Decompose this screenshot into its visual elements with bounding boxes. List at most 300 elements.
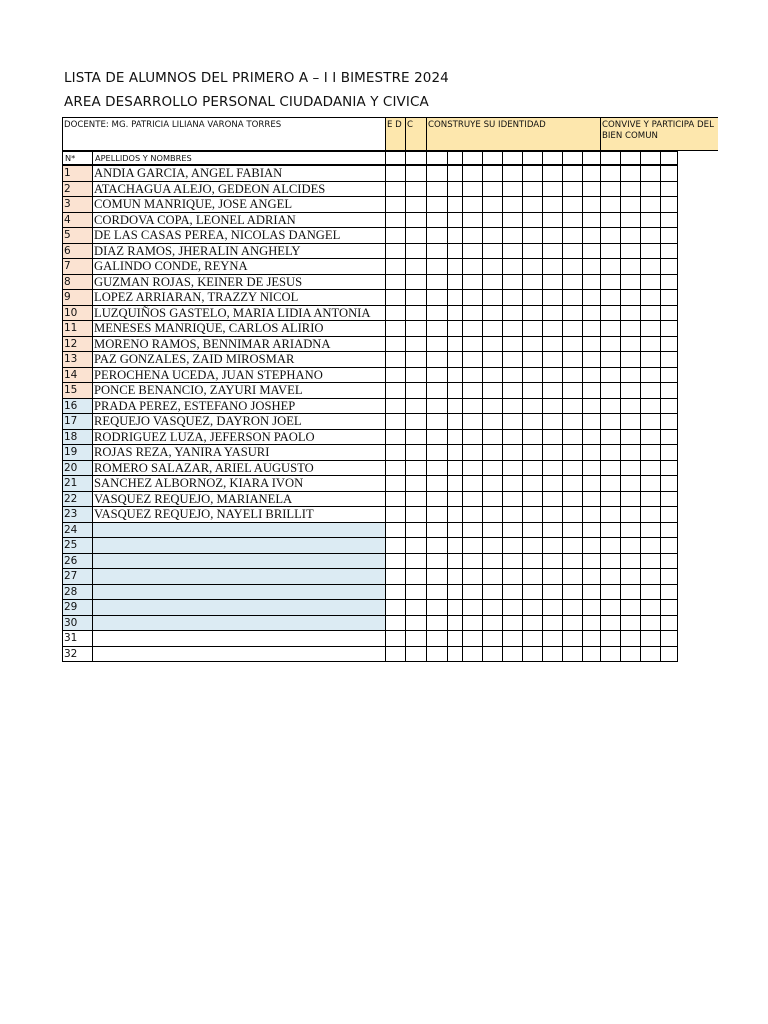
grade-cell[interactable] (482, 537, 503, 554)
grade-cell[interactable] (640, 475, 661, 492)
grade-cell[interactable] (660, 227, 678, 244)
grade-cell[interactable] (385, 413, 406, 430)
grade-cell[interactable] (600, 537, 621, 554)
grade-cell[interactable] (482, 274, 503, 291)
grade-cell[interactable] (462, 537, 483, 554)
grade-cell[interactable] (542, 274, 563, 291)
grade-cell[interactable] (502, 351, 523, 368)
grade-cell[interactable] (660, 305, 678, 322)
grade-cell[interactable] (447, 599, 463, 616)
grade-cell[interactable] (462, 181, 483, 198)
grade-cell[interactable] (542, 444, 563, 461)
grade-cell[interactable] (462, 460, 483, 477)
grade-cell[interactable] (426, 444, 448, 461)
grade-cell[interactable] (640, 243, 661, 260)
grade-cell[interactable] (462, 382, 483, 399)
grade-cell[interactable] (502, 212, 523, 229)
student-name[interactable] (92, 646, 386, 663)
grade-cell[interactable] (426, 475, 448, 492)
grade-cell[interactable] (522, 305, 543, 322)
grade-cell[interactable] (522, 212, 543, 229)
grade-cell[interactable] (660, 646, 678, 663)
grade-cell[interactable] (385, 429, 406, 446)
grade-cell[interactable] (385, 460, 406, 477)
student-name[interactable]: PAZ GONZALES, ZAID MIROSMAR (92, 351, 386, 368)
grade-cell[interactable] (582, 460, 601, 477)
grade-cell[interactable] (502, 537, 523, 554)
grade-cell[interactable] (660, 367, 678, 384)
grade-cell[interactable] (462, 646, 483, 663)
grade-cell[interactable] (660, 537, 678, 554)
grade-cell[interactable] (542, 460, 563, 477)
grade-cell[interactable] (482, 289, 503, 306)
grade-cell[interactable] (447, 646, 463, 663)
grade-cell[interactable] (426, 584, 448, 601)
grade-cell[interactable] (582, 212, 601, 229)
grade-cell[interactable] (660, 444, 678, 461)
grade-cell[interactable] (640, 320, 661, 337)
grade-cell[interactable] (600, 599, 621, 616)
grade-cell[interactable] (522, 537, 543, 554)
grade-cell[interactable] (640, 599, 661, 616)
grade-cell[interactable] (482, 382, 503, 399)
grade-cell[interactable] (462, 413, 483, 430)
grade-cell[interactable] (462, 165, 483, 182)
grade-cell[interactable] (600, 336, 621, 353)
grade-cell[interactable] (640, 212, 661, 229)
student-name[interactable] (92, 584, 386, 601)
grade-cell[interactable] (620, 367, 641, 384)
student-name[interactable]: LUZQUIÑOS GASTELO, MARIA LIDIA ANTONIA (92, 305, 386, 322)
grade-cell[interactable] (562, 429, 583, 446)
grade-cell[interactable] (562, 646, 583, 663)
grade-cell[interactable] (502, 584, 523, 601)
grade-cell[interactable] (640, 506, 661, 523)
grade-cell[interactable] (600, 475, 621, 492)
grade-cell[interactable] (620, 243, 641, 260)
grade-cell[interactable] (405, 522, 427, 539)
grade-cell[interactable] (522, 274, 543, 291)
grade-cell[interactable] (522, 584, 543, 601)
grade-cell[interactable] (482, 398, 503, 415)
grade-cell[interactable] (426, 522, 448, 539)
grade-cell[interactable] (600, 382, 621, 399)
grade-cell[interactable] (426, 351, 448, 368)
grade-cell[interactable] (522, 382, 543, 399)
student-name[interactable]: COMUN MANRIQUE, JOSE ANGEL (92, 196, 386, 213)
grade-cell[interactable] (600, 243, 621, 260)
grade-cell[interactable] (385, 491, 406, 508)
grade-cell[interactable] (502, 444, 523, 461)
grade-cell[interactable] (542, 258, 563, 275)
student-name[interactable]: PONCE BENANCIO, ZAYURI MAVEL (92, 382, 386, 399)
grade-cell[interactable] (426, 336, 448, 353)
grade-cell[interactable] (660, 522, 678, 539)
grade-cell[interactable] (562, 615, 583, 632)
grade-cell[interactable] (502, 181, 523, 198)
grade-cell[interactable] (405, 398, 427, 415)
grade-cell[interactable] (660, 553, 678, 570)
grade-cell[interactable] (600, 367, 621, 384)
grade-cell[interactable] (462, 630, 483, 647)
grade-cell[interactable] (405, 444, 427, 461)
grade-cell[interactable] (542, 413, 563, 430)
grade-cell[interactable] (385, 599, 406, 616)
grade-cell[interactable] (462, 289, 483, 306)
grade-cell[interactable] (405, 336, 427, 353)
grade-cell[interactable] (542, 305, 563, 322)
grade-cell[interactable] (405, 165, 427, 182)
student-name[interactable]: GALINDO CONDE, REYNA (92, 258, 386, 275)
grade-cell[interactable] (502, 630, 523, 647)
grade-cell[interactable] (582, 475, 601, 492)
grade-cell[interactable] (600, 568, 621, 585)
grade-cell[interactable] (522, 444, 543, 461)
grade-cell[interactable] (600, 491, 621, 508)
grade-cell[interactable] (405, 305, 427, 322)
grade-cell[interactable] (562, 258, 583, 275)
grade-cell[interactable] (640, 630, 661, 647)
grade-cell[interactable] (582, 491, 601, 508)
grade-cell[interactable] (502, 398, 523, 415)
grade-cell[interactable] (426, 506, 448, 523)
grade-cell[interactable] (447, 227, 463, 244)
grade-cell[interactable] (426, 429, 448, 446)
grade-cell[interactable] (582, 429, 601, 446)
grade-cell[interactable] (660, 398, 678, 415)
student-name[interactable] (92, 553, 386, 570)
grade-cell[interactable] (447, 274, 463, 291)
grade-cell[interactable] (640, 429, 661, 446)
grade-cell[interactable] (447, 398, 463, 415)
grade-cell[interactable] (620, 398, 641, 415)
grade-cell[interactable] (582, 320, 601, 337)
grade-cell[interactable] (660, 429, 678, 446)
grade-cell[interactable] (447, 615, 463, 632)
grade-cell[interactable] (582, 382, 601, 399)
grade-cell[interactable] (482, 243, 503, 260)
grade-cell[interactable] (385, 367, 406, 384)
grade-cell[interactable] (582, 584, 601, 601)
grade-cell[interactable] (562, 243, 583, 260)
grade-cell[interactable] (385, 568, 406, 585)
grade-cell[interactable] (582, 274, 601, 291)
grade-cell[interactable] (482, 444, 503, 461)
grade-cell[interactable] (447, 367, 463, 384)
grade-cell[interactable] (502, 599, 523, 616)
grade-cell[interactable] (405, 460, 427, 477)
grade-cell[interactable] (562, 444, 583, 461)
grade-cell[interactable] (447, 382, 463, 399)
grade-cell[interactable] (620, 382, 641, 399)
grade-cell[interactable] (426, 646, 448, 663)
grade-cell[interactable] (660, 165, 678, 182)
grade-cell[interactable] (447, 196, 463, 213)
grade-cell[interactable] (542, 522, 563, 539)
grade-cell[interactable] (426, 320, 448, 337)
grade-cell[interactable] (502, 413, 523, 430)
grade-cell[interactable] (502, 196, 523, 213)
grade-cell[interactable] (600, 646, 621, 663)
grade-cell[interactable] (447, 413, 463, 430)
grade-cell[interactable] (660, 584, 678, 601)
grade-cell[interactable] (482, 460, 503, 477)
grade-cell[interactable] (660, 212, 678, 229)
student-name[interactable]: DIAZ RAMOS, JHERALIN ANGHELY (92, 243, 386, 260)
grade-cell[interactable] (522, 599, 543, 616)
grade-cell[interactable] (542, 553, 563, 570)
grade-cell[interactable] (447, 320, 463, 337)
grade-cell[interactable] (620, 599, 641, 616)
grade-cell[interactable] (582, 196, 601, 213)
grade-cell[interactable] (542, 615, 563, 632)
grade-cell[interactable] (542, 243, 563, 260)
grade-cell[interactable] (385, 537, 406, 554)
student-name[interactable] (92, 615, 386, 632)
grade-cell[interactable] (582, 351, 601, 368)
grade-cell[interactable] (660, 630, 678, 647)
grade-cell[interactable] (462, 475, 483, 492)
grade-cell[interactable] (660, 491, 678, 508)
grade-cell[interactable] (640, 615, 661, 632)
grade-cell[interactable] (502, 460, 523, 477)
grade-cell[interactable] (447, 429, 463, 446)
grade-cell[interactable] (542, 506, 563, 523)
grade-cell[interactable] (447, 460, 463, 477)
grade-cell[interactable] (502, 367, 523, 384)
grade-cell[interactable] (600, 305, 621, 322)
grade-cell[interactable] (600, 553, 621, 570)
grade-cell[interactable] (426, 212, 448, 229)
grade-cell[interactable] (385, 289, 406, 306)
grade-cell[interactable] (462, 351, 483, 368)
grade-cell[interactable] (462, 491, 483, 508)
grade-cell[interactable] (620, 196, 641, 213)
grade-cell[interactable] (385, 320, 406, 337)
grade-cell[interactable] (600, 320, 621, 337)
grade-cell[interactable] (522, 165, 543, 182)
grade-cell[interactable] (426, 537, 448, 554)
grade-cell[interactable] (502, 568, 523, 585)
grade-cell[interactable] (482, 320, 503, 337)
grade-cell[interactable] (522, 568, 543, 585)
grade-cell[interactable] (660, 475, 678, 492)
student-name[interactable]: PRADA PEREZ, ESTEFANO JOSHEP (92, 398, 386, 415)
grade-cell[interactable] (562, 320, 583, 337)
grade-cell[interactable] (502, 615, 523, 632)
grade-cell[interactable] (385, 506, 406, 523)
student-name[interactable]: VASQUEZ REQUEJO, MARIANELA (92, 491, 386, 508)
grade-cell[interactable] (600, 460, 621, 477)
grade-cell[interactable] (502, 429, 523, 446)
grade-cell[interactable] (482, 584, 503, 601)
grade-cell[interactable] (600, 413, 621, 430)
student-name[interactable]: REQUEJO VASQUEZ, DAYRON JOEL (92, 413, 386, 430)
grade-cell[interactable] (502, 289, 523, 306)
grade-cell[interactable] (582, 336, 601, 353)
grade-cell[interactable] (542, 646, 563, 663)
grade-cell[interactable] (640, 522, 661, 539)
grade-cell[interactable] (385, 615, 406, 632)
grade-cell[interactable] (447, 351, 463, 368)
grade-cell[interactable] (542, 429, 563, 446)
grade-cell[interactable] (660, 196, 678, 213)
grade-cell[interactable] (462, 243, 483, 260)
grade-cell[interactable] (385, 630, 406, 647)
grade-cell[interactable] (522, 243, 543, 260)
grade-cell[interactable] (542, 336, 563, 353)
grade-cell[interactable] (522, 181, 543, 198)
grade-cell[interactable] (522, 491, 543, 508)
grade-cell[interactable] (522, 506, 543, 523)
grade-cell[interactable] (562, 382, 583, 399)
grade-cell[interactable] (502, 305, 523, 322)
student-name[interactable]: DE LAS CASAS PEREA, NICOLAS DANGEL (92, 227, 386, 244)
grade-cell[interactable] (640, 336, 661, 353)
grade-cell[interactable] (582, 506, 601, 523)
grade-cell[interactable] (600, 615, 621, 632)
grade-cell[interactable] (542, 568, 563, 585)
grade-cell[interactable] (600, 444, 621, 461)
grade-cell[interactable] (385, 351, 406, 368)
grade-cell[interactable] (600, 398, 621, 415)
grade-cell[interactable] (502, 382, 523, 399)
grade-cell[interactable] (482, 212, 503, 229)
grade-cell[interactable] (426, 258, 448, 275)
grade-cell[interactable] (522, 367, 543, 384)
grade-cell[interactable] (405, 258, 427, 275)
grade-cell[interactable] (562, 289, 583, 306)
grade-cell[interactable] (462, 429, 483, 446)
grade-cell[interactable] (447, 305, 463, 322)
grade-cell[interactable] (660, 615, 678, 632)
grade-cell[interactable] (660, 568, 678, 585)
grade-cell[interactable] (462, 553, 483, 570)
grade-cell[interactable] (582, 181, 601, 198)
grade-cell[interactable] (640, 382, 661, 399)
grade-cell[interactable] (405, 584, 427, 601)
grade-cell[interactable] (562, 522, 583, 539)
grade-cell[interactable] (620, 227, 641, 244)
grade-cell[interactable] (600, 289, 621, 306)
grade-cell[interactable] (562, 336, 583, 353)
grade-cell[interactable] (385, 398, 406, 415)
grade-cell[interactable] (620, 537, 641, 554)
grade-cell[interactable] (522, 615, 543, 632)
student-name[interactable] (92, 599, 386, 616)
grade-cell[interactable] (562, 305, 583, 322)
grade-cell[interactable] (660, 460, 678, 477)
grade-cell[interactable] (542, 196, 563, 213)
grade-cell[interactable] (502, 258, 523, 275)
grade-cell[interactable] (660, 274, 678, 291)
grade-cell[interactable] (620, 568, 641, 585)
grade-cell[interactable] (620, 646, 641, 663)
grade-cell[interactable] (582, 398, 601, 415)
grade-cell[interactable] (620, 181, 641, 198)
grade-cell[interactable] (426, 553, 448, 570)
grade-cell[interactable] (447, 630, 463, 647)
grade-cell[interactable] (562, 367, 583, 384)
grade-cell[interactable] (660, 320, 678, 337)
grade-cell[interactable] (502, 165, 523, 182)
grade-cell[interactable] (405, 491, 427, 508)
grade-cell[interactable] (502, 320, 523, 337)
grade-cell[interactable] (502, 646, 523, 663)
grade-cell[interactable] (426, 382, 448, 399)
grade-cell[interactable] (562, 227, 583, 244)
grade-cell[interactable] (502, 243, 523, 260)
grade-cell[interactable] (562, 475, 583, 492)
grade-cell[interactable] (385, 212, 406, 229)
grade-cell[interactable] (405, 599, 427, 616)
student-name[interactable] (92, 630, 386, 647)
grade-cell[interactable] (385, 475, 406, 492)
grade-cell[interactable] (562, 584, 583, 601)
grade-cell[interactable] (620, 413, 641, 430)
student-name[interactable]: CORDOVA COPA, LEONEL ADRIAN (92, 212, 386, 229)
grade-cell[interactable] (462, 584, 483, 601)
student-name[interactable]: ATACHAGUA ALEJO, GEDEON ALCIDES (92, 181, 386, 198)
grade-cell[interactable] (640, 196, 661, 213)
grade-cell[interactable] (462, 258, 483, 275)
grade-cell[interactable] (600, 165, 621, 182)
grade-cell[interactable] (385, 243, 406, 260)
grade-cell[interactable] (562, 491, 583, 508)
grade-cell[interactable] (426, 196, 448, 213)
grade-cell[interactable] (542, 367, 563, 384)
grade-cell[interactable] (426, 568, 448, 585)
grade-cell[interactable] (582, 258, 601, 275)
grade-cell[interactable] (522, 320, 543, 337)
grade-cell[interactable] (600, 181, 621, 198)
grade-cell[interactable] (640, 444, 661, 461)
grade-cell[interactable] (542, 181, 563, 198)
grade-cell[interactable] (562, 460, 583, 477)
grade-cell[interactable] (447, 506, 463, 523)
grade-cell[interactable] (660, 243, 678, 260)
grade-cell[interactable] (562, 196, 583, 213)
student-name[interactable] (92, 568, 386, 585)
grade-cell[interactable] (522, 475, 543, 492)
grade-cell[interactable] (385, 227, 406, 244)
grade-cell[interactable] (562, 181, 583, 198)
grade-cell[interactable] (620, 475, 641, 492)
grade-cell[interactable] (522, 351, 543, 368)
grade-cell[interactable] (582, 615, 601, 632)
grade-cell[interactable] (405, 506, 427, 523)
grade-cell[interactable] (385, 553, 406, 570)
student-name[interactable]: RODRIGUEZ LUZA, JEFERSON PAOLO (92, 429, 386, 446)
grade-cell[interactable] (582, 568, 601, 585)
grade-cell[interactable] (660, 181, 678, 198)
grade-cell[interactable] (640, 491, 661, 508)
grade-cell[interactable] (522, 289, 543, 306)
grade-cell[interactable] (405, 289, 427, 306)
grade-cell[interactable] (582, 522, 601, 539)
grade-cell[interactable] (426, 398, 448, 415)
grade-cell[interactable] (582, 537, 601, 554)
student-name[interactable]: GUZMAN ROJAS, KEINER DE JESUS (92, 274, 386, 291)
grade-cell[interactable] (620, 429, 641, 446)
grade-cell[interactable] (582, 289, 601, 306)
grade-cell[interactable] (660, 336, 678, 353)
grade-cell[interactable] (522, 336, 543, 353)
student-name[interactable]: LOPEZ ARRIARAN, TRAZZY NICOL (92, 289, 386, 306)
grade-cell[interactable] (502, 506, 523, 523)
grade-cell[interactable] (600, 274, 621, 291)
grade-cell[interactable] (660, 599, 678, 616)
